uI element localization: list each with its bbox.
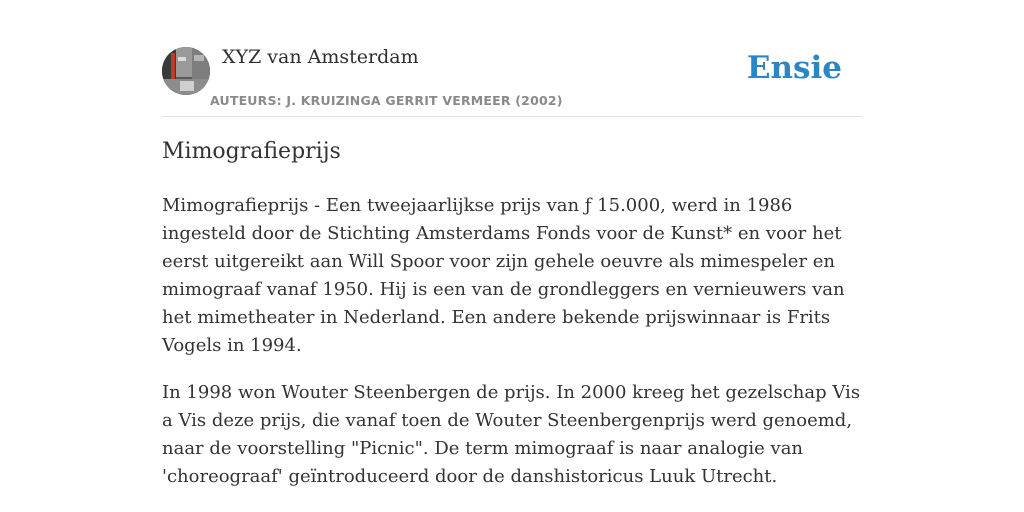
article-title: Mimografieprijs [162,139,341,164]
source-title[interactable]: XYZ van Amsterdam [222,46,419,68]
ensie-logo[interactable]: Ensie [746,50,842,86]
article-body [162,192,866,510]
authors-line: AUTEURS: J. KRUIZINGA GERRIT VERMEER (2002) [210,93,563,108]
source-avatar[interactable] [162,47,210,95]
page-container [162,0,862,512]
article-paragraph: In 1998 won Wouter Steenbergen de prijs. In 2000 kreeg het gezelschap Vis a Vis deze prijs, die vanaf toen de Wouter Steenbergenprijs werd genoemd, naar de voorstelling "Picnic". De term mimograaf is naar analogie van 'choreograaf' geïntroduceerd door de danshistoricus Luuk Utrecht. [162,382,861,487]
article-paragraph: Mimografieprijs - Een tweejaarlijkse prijs van ƒ 15.000, werd in 1986 ingesteld door de Stichting Amsterdams Fonds voor de Kunst* en voor het eerst uitgereikt aan Will Spoor voor zijn gehele oeuvre als mimespeler en mimograaf vanaf 1950. Hij is een van de grondleggers en vernieuwers van het mimetheater in Nederland. Een andere bekende prijswinnaar is Frits Vogels in 1994. [162,195,845,356]
article-header [162,0,862,117]
source-thumbnail-image [162,47,210,95]
